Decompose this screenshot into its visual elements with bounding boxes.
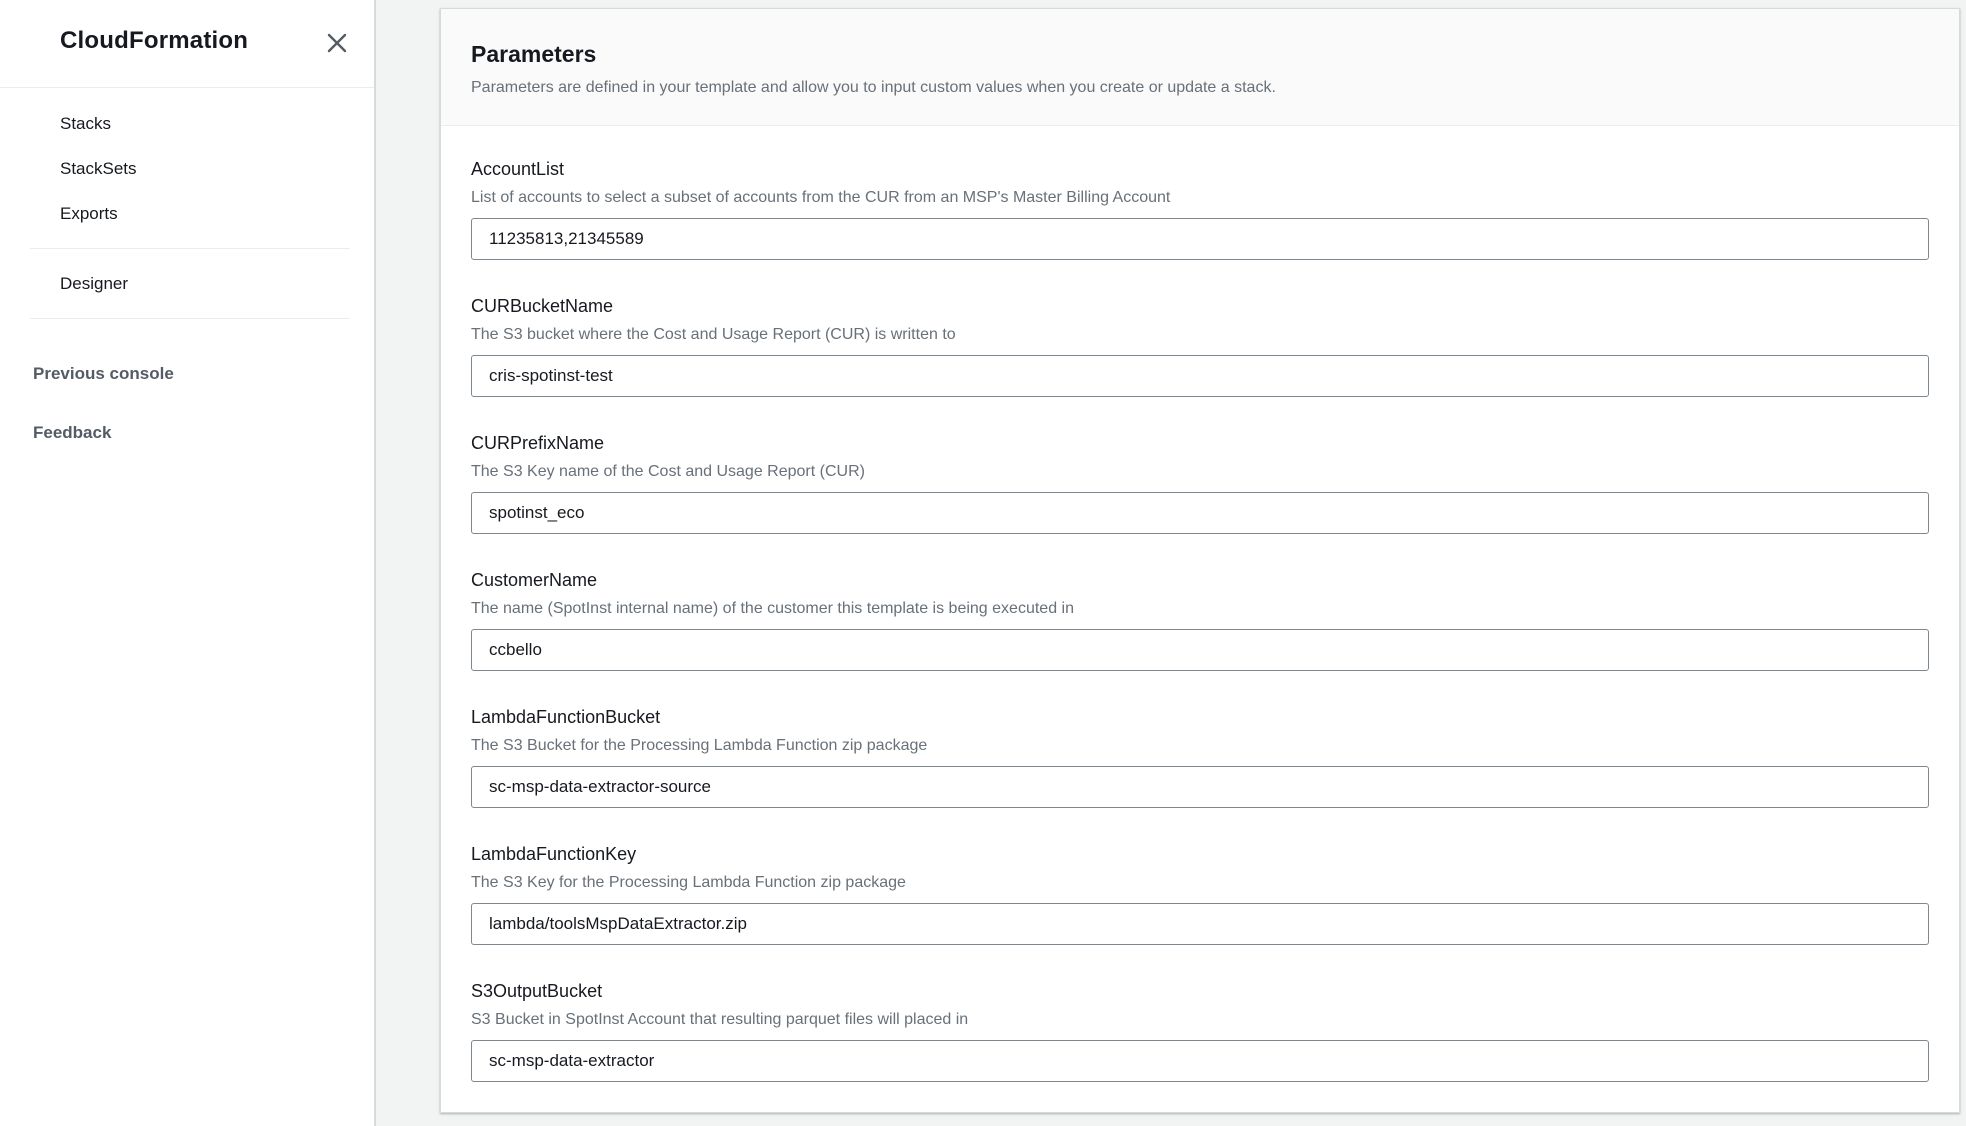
field-curbucketname bbox=[471, 293, 1929, 397]
sidebar-divider bbox=[30, 318, 350, 319]
sidebar-title: CloudFormation bbox=[60, 27, 249, 54]
sidebar-item-exports[interactable]: Exports bbox=[60, 203, 118, 223]
field-s3outputbucket bbox=[471, 978, 1929, 1082]
lambdafunctionbucket-input[interactable] bbox=[471, 766, 1929, 808]
field-lambdafunctionkey bbox=[471, 841, 1929, 945]
field-label: LambdaFunctionKey bbox=[471, 844, 637, 864]
field-label: S3OutputBucket bbox=[471, 981, 603, 1001]
field-label: CustomerName bbox=[471, 570, 598, 590]
field-lambdafunctionbucket bbox=[471, 704, 1929, 808]
field-label: CURPrefixName bbox=[471, 433, 605, 453]
main-content bbox=[376, 0, 1966, 1126]
lambdafunctionkey-input[interactable] bbox=[471, 903, 1929, 945]
accountlist-input[interactable] bbox=[471, 218, 1929, 260]
sidebar-item-previous-console[interactable]: Previous console bbox=[33, 364, 174, 383]
field-description: The S3 Key for the Processing Lambda Function zip package bbox=[471, 874, 906, 891]
field-customername bbox=[471, 567, 1929, 671]
sidebar-item-designer[interactable]: Designer bbox=[60, 273, 129, 293]
sidebar-item-stacks[interactable]: Stacks bbox=[60, 113, 112, 133]
sidebar bbox=[0, 0, 376, 1126]
curprefixname-input[interactable] bbox=[471, 492, 1929, 534]
curbucketname-input[interactable] bbox=[471, 355, 1929, 397]
field-curprefixname bbox=[471, 430, 1929, 534]
field-description: The name (SpotInst internal name) of the customer this template is being executed in bbox=[471, 600, 1074, 617]
close-icon[interactable] bbox=[322, 28, 352, 58]
field-description: S3 Bucket in SpotInst Account that resulting parquet files will placed in bbox=[471, 1011, 969, 1028]
field-description: The S3 Bucket for the Processing Lambda Function zip package bbox=[471, 737, 928, 754]
sidebar-footer bbox=[0, 349, 374, 458]
sidebar-divider bbox=[30, 248, 350, 249]
close-x-glyph bbox=[326, 32, 348, 54]
parameters-panel bbox=[440, 8, 1960, 1113]
field-description: List of accounts to select a subset of accounts from the CUR from an MSP's Master Billing Account bbox=[471, 189, 1171, 206]
field-label: LambdaFunctionBucket bbox=[471, 707, 661, 727]
customername-input[interactable] bbox=[471, 629, 1929, 671]
field-description: The S3 bucket where the Cost and Usage Report (CUR) is written to bbox=[471, 326, 956, 343]
sidebar-header bbox=[0, 0, 374, 88]
field-description: The S3 Key name of the Cost and Usage Report (CUR) bbox=[471, 463, 865, 480]
sidebar-nav bbox=[0, 88, 374, 319]
page-title: Parameters bbox=[471, 41, 597, 67]
field-label: CURBucketName bbox=[471, 296, 614, 316]
sidebar-item-stacksets[interactable]: StackSets bbox=[60, 158, 137, 178]
sidebar-item-feedback[interactable]: Feedback bbox=[33, 423, 112, 442]
parameters-panel-header bbox=[441, 9, 1959, 126]
field-accountlist bbox=[471, 156, 1929, 260]
panel-description: Parameters are defined in your template and allow you to input custom values when you create or update a stack. bbox=[471, 79, 1276, 96]
s3outputbucket-input[interactable] bbox=[471, 1040, 1929, 1082]
field-label: AccountList bbox=[471, 159, 565, 179]
parameters-form bbox=[441, 126, 1959, 1112]
